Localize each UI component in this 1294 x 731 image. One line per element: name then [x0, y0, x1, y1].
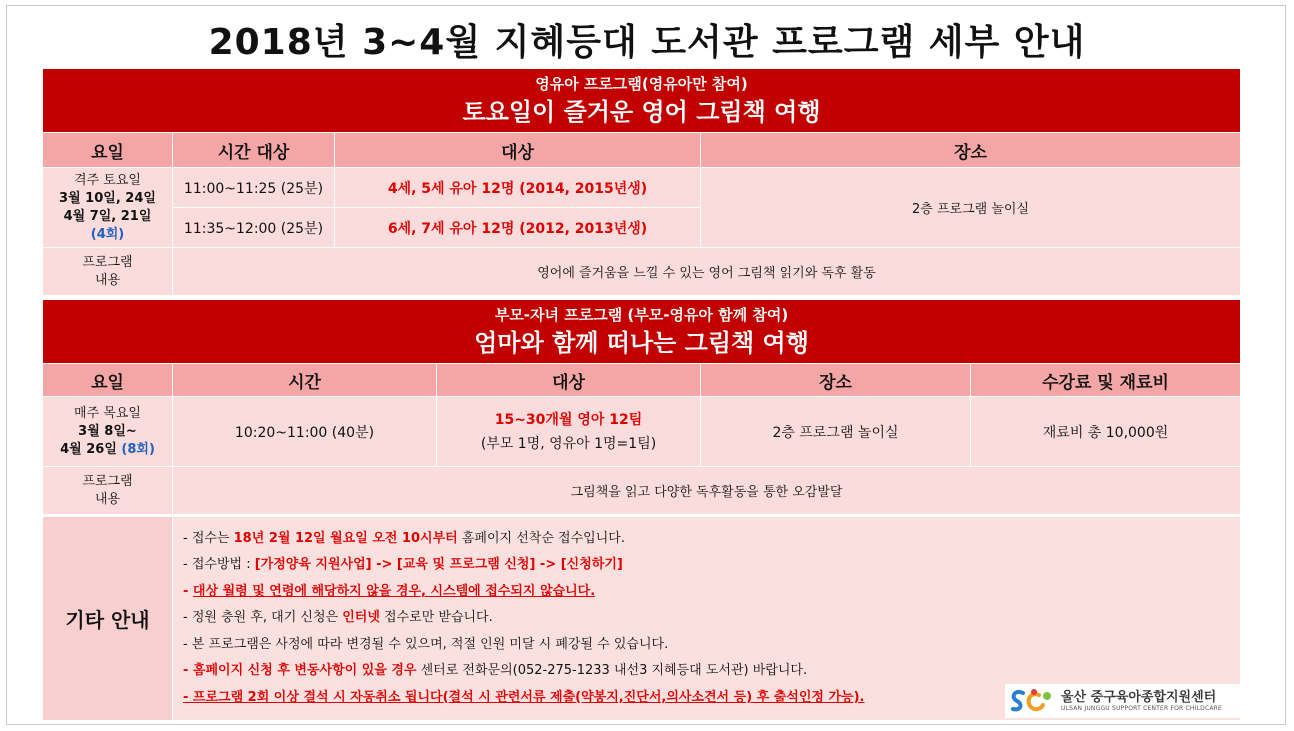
notice-text: 접수로만 받습니다. [379, 610, 493, 626]
notice-highlight: - 홈페이지 신청 후 변동사항이 있을 경우 [183, 663, 417, 679]
section2-day-line: 매주 목요일 [74, 405, 141, 421]
section2-header-place: 장소 [701, 364, 971, 397]
section1-day-line: 격주 토요일 [74, 172, 141, 188]
notice-highlight: 대상 월령 및 연령에 해당하지 않을 경우, 시스템에 접수되지 않습니다. [192, 583, 596, 599]
section2-header-fee: 수강료 및 재료비 [971, 364, 1241, 397]
center-logo-text [1061, 690, 1222, 713]
notice-text: - 접수방법 : [183, 557, 255, 573]
section2-subtitle: 부모-자녀 프로그램 (부모-영유아 함께 참여) [494, 305, 789, 324]
page-title: 2018년 3~4월 지혜등대 도서관 프로그램 세부 안내 [208, 22, 1086, 63]
section1-header-place: 장소 [701, 133, 1241, 168]
notice-text: 센터로 전화문의(052-275-1233 내선3 지혜등대 도서관) 바랍니다. [416, 663, 808, 679]
notice-line-4 [183, 605, 1230, 632]
section2-target [437, 397, 701, 467]
section2-header-day: 요일 [43, 364, 173, 397]
section1-day-cell [43, 168, 173, 248]
logo-korean-text: 울산 중구육아종합지원센터 [1061, 689, 1217, 705]
section1-day-count: (4회) [90, 226, 125, 242]
content-label-line: 내용 [94, 491, 121, 507]
section1-day-line: 3월 10일, 24일 [59, 190, 156, 206]
logo-english-text: ULSAN JUNGGU SUPPORT CENTER FOR CHILDCARE [1061, 704, 1223, 712]
notice-text: - 정원 충원 후, 대기 신청은 [183, 610, 343, 626]
section1-target-1: 4세, 5세 유아 12명 (2014, 2015년생) [335, 168, 701, 208]
section1-target-2: 6세, 7세 유아 12명 (2012, 2013년생) [335, 208, 701, 248]
section1-header-day: 요일 [43, 133, 173, 168]
section1-time-2: 11:35~12:00 (25분) [173, 208, 335, 248]
notice-line-3 [183, 579, 1230, 606]
center-logo-icon [1009, 687, 1055, 715]
section2-day-line [43, 441, 172, 459]
section1-day-line: 4월 7일, 21일 [63, 208, 152, 224]
section1-banner [43, 69, 1241, 133]
section1-content-label [43, 248, 173, 296]
section2-program-name: 엄마와 함께 떠나는 그림책 여행 [474, 328, 809, 357]
section2-time: 10:20~11:00 (40분) [173, 397, 437, 467]
section1-place: 2층 프로그램 놀이실 [701, 168, 1241, 248]
content-label-line: 내용 [94, 272, 121, 288]
section1-header-time: 시간 대상 [173, 133, 335, 168]
notice-highlight: [가정양육 지원사업] -> [교육 및 프로그램 신청] -> [신청하기] [254, 557, 623, 573]
section1-subtitle: 영유아 프로그램(영유아만 참여) [535, 74, 748, 93]
section2-target-main: 15~30개월 영아 12팀 [494, 411, 643, 428]
section2-banner [43, 300, 1241, 364]
notice-line-1 [183, 526, 1230, 553]
section1-header-target: 대상 [335, 133, 701, 168]
notice-text: - 접수는 [183, 530, 234, 546]
section2-day-date: 4월 26일 [60, 441, 117, 457]
notice-highlight: 인터넷 [342, 610, 380, 626]
section2-target-sub: (부모 1명, 영유아 1명=1팀) [480, 435, 657, 452]
section1-table [42, 68, 1241, 296]
section2-day-count: (8회) [121, 441, 155, 457]
section1-time-1: 11:00~11:25 (25분) [173, 168, 335, 208]
section1-content: 영어에 즐거움을 느낄 수 있는 영어 그림책 읽기와 독후 활동 [173, 248, 1241, 296]
notice-label: 기타 안내 [43, 517, 173, 721]
section2-day-line: 3월 8일~ [78, 423, 137, 439]
section2-header-time: 시간 [173, 364, 437, 397]
notice-line-7: - 프로그램 2회 이상 결석 시 자동취소 됩니다(결석 시 관련서류 제출(약봉지,진단서,의사소견서 등) 후 출석인정 가능). [183, 689, 865, 705]
notice-line-6 [183, 658, 1230, 685]
center-logo [1005, 684, 1243, 718]
notice-line-2 [183, 552, 1230, 579]
section2-content: 그림책을 읽고 다양한 독후활동을 통한 오감발달 [173, 467, 1241, 515]
content-label-line: 프로그램 [82, 473, 133, 489]
section1-program-name: 토요일이 즐거운 영어 그림책 여행 [462, 97, 821, 126]
notice-line-5: - 본 프로그램은 사정에 따라 변경될 수 있으며, 적절 인원 미달 시 폐강될 수 있습니다. [183, 636, 669, 652]
section2-fee: 재료비 총 10,000원 [971, 397, 1241, 467]
notice-text: 홈페이지 선착순 접수입니다. [457, 530, 625, 546]
section2-day-cell [43, 397, 173, 467]
content-label-line: 프로그램 [82, 254, 133, 270]
section2-content-label [43, 467, 173, 515]
section2-header-target: 대상 [437, 364, 701, 397]
section2-place: 2층 프로그램 놀이실 [701, 397, 971, 467]
notice-text: - [183, 583, 193, 599]
notice-highlight: 18년 2월 12일 월요일 오전 10시부터 [233, 530, 458, 546]
section2-table [42, 299, 1241, 515]
